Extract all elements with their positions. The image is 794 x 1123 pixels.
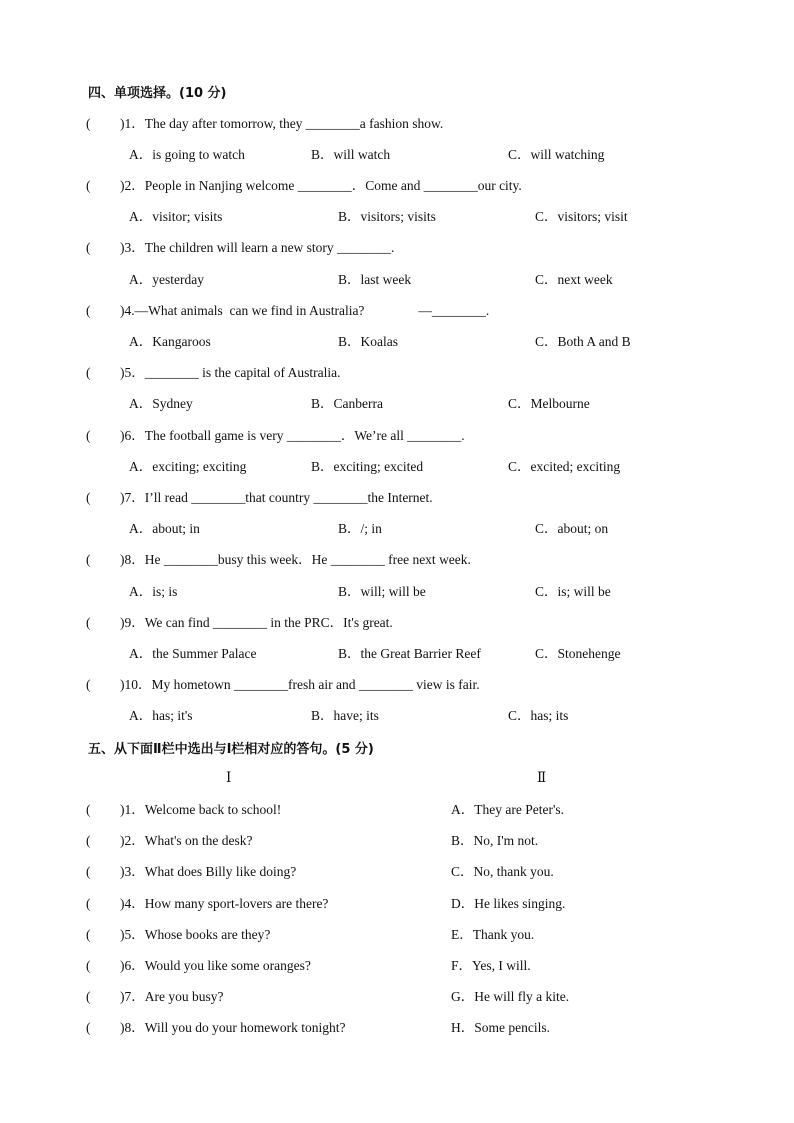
answer-blank[interactable]: (	[86, 615, 91, 630]
option-b: B．Koalas	[338, 334, 398, 349]
column-headers	[0, 768, 794, 788]
answer-blank[interactable]: (	[86, 1020, 91, 1035]
answer-blank[interactable]: (	[86, 989, 91, 1004]
column-i-head: Ⅰ	[226, 770, 232, 785]
option-b: B．/; in	[338, 521, 382, 536]
option-c: C．visitors; visit	[535, 209, 628, 224]
answer-blank[interactable]: (	[86, 896, 91, 911]
option-c: C．about; on	[535, 521, 609, 536]
option-b: B．exciting; excited	[311, 459, 424, 474]
option-c: C．is; will be	[535, 584, 611, 599]
question-stem: )5．________ is the capital of Australia.	[120, 365, 341, 380]
column-ii-head: Ⅱ	[537, 770, 547, 785]
answer-blank[interactable]: (	[86, 428, 91, 443]
option-b: B．Canberra	[311, 396, 383, 411]
question-6	[0, 426, 794, 446]
option-c: C．Melbourne	[508, 396, 590, 411]
match-row-2	[0, 831, 794, 851]
match-row-3	[0, 862, 794, 882]
option-a: A．visitor; visits	[129, 209, 223, 224]
answer-blank[interactable]: (	[86, 833, 91, 848]
question-2	[0, 176, 794, 196]
options-3	[0, 270, 794, 290]
options-7	[0, 519, 794, 539]
option-c: C．next week	[535, 272, 613, 287]
question-1	[0, 114, 794, 134]
question-stem: )4.—What animals can we find in Australia? —________.	[120, 303, 490, 318]
option-c: C．excited; exciting	[508, 459, 621, 474]
column-i-item: )5．Whose books are they?	[120, 927, 271, 942]
column-ii-item: A．They are Peter's.	[451, 802, 565, 817]
answer-blank[interactable]: (	[86, 490, 91, 505]
section-5-title: 五、从下面Ⅱ栏中选出与Ⅰ栏相对应的答句。(5 分)	[88, 742, 374, 757]
option-a: A．Sydney	[129, 396, 193, 411]
question-4	[0, 301, 794, 321]
answer-blank[interactable]: (	[86, 303, 91, 318]
answer-blank[interactable]: (	[86, 927, 91, 942]
section-4-title: 四、单项选择。(10 分)	[88, 86, 227, 101]
options-6	[0, 457, 794, 477]
options-1	[0, 145, 794, 165]
match-row-5	[0, 925, 794, 945]
match-row-7	[0, 987, 794, 1007]
question-9	[0, 613, 794, 633]
question-stem: )7．I’ll read ________that country ________the Internet.	[120, 490, 433, 505]
column-ii-item: G．He will fly a kite.	[451, 989, 570, 1004]
question-stem: )3．The children will learn a new story ________.	[120, 240, 395, 255]
column-i-item: )8．Will you do your homework tonight?	[120, 1020, 346, 1035]
column-i-item: )2．What's on the desk?	[120, 833, 253, 848]
option-a: A．the Summer Palace	[129, 646, 257, 661]
column-ii-item: E．Thank you.	[451, 927, 535, 942]
options-8	[0, 582, 794, 602]
question-stem: )8．He ________busy this week．He ________ free next week.	[120, 552, 471, 567]
match-row-6	[0, 956, 794, 976]
question-5	[0, 363, 794, 383]
option-c: C．Both A and B	[535, 334, 631, 349]
answer-blank[interactable]: (	[86, 802, 91, 817]
answer-blank[interactable]: (	[86, 240, 91, 255]
answer-blank[interactable]: (	[86, 864, 91, 879]
option-a: A．about; in	[129, 521, 200, 536]
options-2	[0, 207, 794, 227]
option-c: C．Stonehenge	[535, 646, 621, 661]
question-8	[0, 550, 794, 570]
option-a: A．has; it's	[129, 708, 193, 723]
option-b: B．will; will be	[338, 584, 426, 599]
question-stem: )2．People in Nanjing welcome ________．Come and ________our city.	[120, 178, 522, 193]
question-stem: )1．The day after tomorrow, they ________a fashion show.	[120, 116, 444, 131]
match-row-4	[0, 894, 794, 914]
option-b: B．the Great Barrier Reef	[338, 646, 481, 661]
column-i-item: )1．Welcome back to school!	[120, 802, 282, 817]
match-row-1	[0, 800, 794, 820]
option-a: A．exciting; exciting	[129, 459, 247, 474]
question-stem: )10．My hometown ________fresh air and ________ view is fair.	[120, 677, 480, 692]
column-ii-item: D．He likes singing.	[451, 896, 566, 911]
option-a: A．is; is	[129, 584, 178, 599]
option-b: B．last week	[338, 272, 412, 287]
option-a: A．yesterday	[129, 272, 204, 287]
options-9	[0, 644, 794, 664]
column-i-item: )4．How many sport-lovers are there?	[120, 896, 329, 911]
column-ii-item: H．Some pencils.	[451, 1020, 550, 1035]
match-row-8	[0, 1018, 794, 1038]
option-a: A．is going to watch	[129, 147, 245, 162]
option-b: B．visitors; visits	[338, 209, 436, 224]
answer-blank[interactable]: (	[86, 958, 91, 973]
option-c: C．will watching	[508, 147, 605, 162]
answer-blank[interactable]: (	[86, 116, 91, 131]
column-i-item: )7．Are you busy?	[120, 989, 224, 1004]
option-c: C．has; its	[508, 708, 569, 723]
options-4	[0, 332, 794, 352]
options-10	[0, 706, 794, 726]
column-i-item: )3．What does Billy like doing?	[120, 864, 297, 879]
option-a: A．Kangaroos	[129, 334, 211, 349]
answer-blank[interactable]: (	[86, 365, 91, 380]
question-stem: )6．The football game is very ________．We’re all ________.	[120, 428, 465, 443]
answer-blank[interactable]: (	[86, 677, 91, 692]
column-ii-item: C．No, thank you.	[451, 864, 554, 879]
column-ii-item: F．Yes, I will.	[451, 958, 531, 973]
question-stem: )9．We can find ________ in the PRC．It's great.	[120, 615, 393, 630]
option-b: B．will watch	[311, 147, 391, 162]
column-i-item: )6．Would you like some oranges?	[120, 958, 311, 973]
column-ii-item: B．No, I'm not.	[451, 833, 539, 848]
answer-blank[interactable]: (	[86, 178, 91, 193]
option-b: B．have; its	[311, 708, 379, 723]
question-10	[0, 675, 794, 695]
options-5	[0, 394, 794, 414]
question-7	[0, 488, 794, 508]
question-3	[0, 238, 794, 258]
answer-blank[interactable]: (	[86, 552, 91, 567]
